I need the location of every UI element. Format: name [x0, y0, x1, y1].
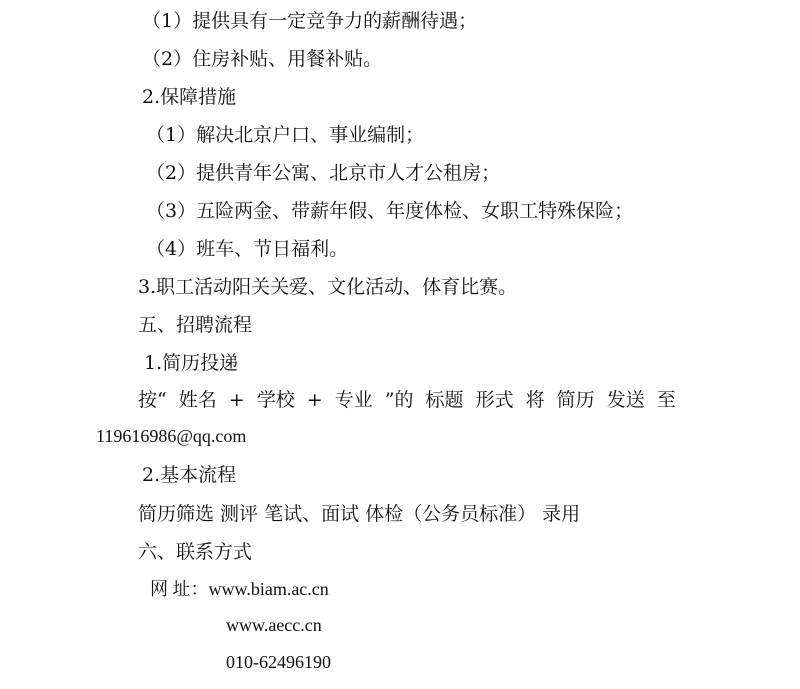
section-heading-contact: 六、联系方式	[138, 541, 253, 563]
benefit-item-subsidy: （2）住房补贴、用餐补贴。	[142, 48, 383, 70]
subheading-resume-submission: 1.简历投递	[144, 352, 239, 374]
guarantee-item-housing: （2）提供青年公寓、北京市人才公租房；	[146, 162, 501, 184]
section-heading-guarantee: 2.保障措施	[142, 86, 237, 108]
guarantee-item-hukou: （1）解决北京户口、事业编制；	[146, 124, 425, 146]
contact-phone: 010-62496190	[226, 652, 331, 672]
section-heading-recruitment-process: 五、招聘流程	[138, 314, 253, 336]
benefit-item-salary: （1）提供具有一定竞争力的薪酬待遇；	[142, 10, 478, 32]
contact-website-secondary: www.aecc.cn	[226, 615, 322, 635]
resume-email: 119616986@qq.com	[96, 426, 247, 446]
guarantee-item-insurance: （3）五险两金、带薪年假、年度体检、女职工特殊保险；	[146, 200, 634, 222]
contact-website-primary: 网 址：www.biam.ac.cn	[150, 579, 329, 599]
resume-instruction: 按“ 姓名 + 学校 + 专业 ”的 标题 形式 将 简历 发送 至	[138, 389, 676, 411]
section-heading-activities: 3.职工活动阳关关爱、文化活动、体育比赛。	[138, 276, 518, 298]
guarantee-item-shuttle: （4）班车、节日福利。	[146, 238, 349, 260]
process-steps: 简历筛选 测评 笔试、面试 体检（公务员标准） 录用	[138, 503, 581, 525]
subheading-basic-process: 2.基本流程	[142, 464, 237, 486]
